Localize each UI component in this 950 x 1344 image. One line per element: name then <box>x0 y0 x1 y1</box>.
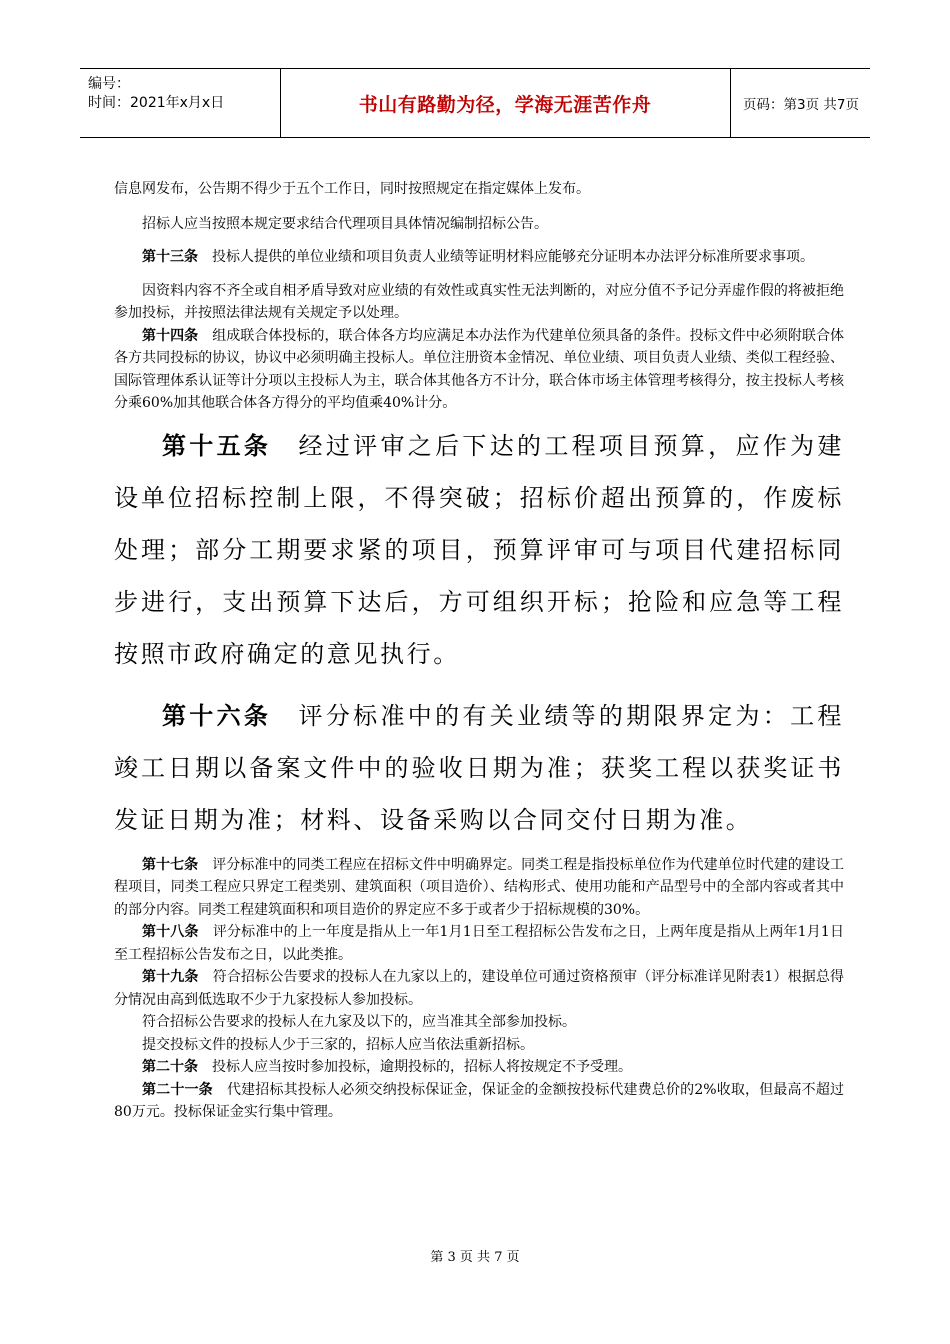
document-body <box>114 178 844 1124</box>
article-label: 第十七条 <box>142 856 199 873</box>
document-time-label: 时间：2021年x月x日 <box>88 95 225 111</box>
article-text: 符合招标公告要求的投标人在九家以上的，建设单位可通过资格预审（评分标准详见附表1）根据总得分情况由高到低选取不少于九家投标人参加投标。 <box>114 969 845 1008</box>
article-18 <box>114 921 844 966</box>
article-17 <box>114 854 844 922</box>
article-label: 第十三条 <box>142 249 198 265</box>
article-20 <box>114 1056 844 1079</box>
article-label: 第十五条 <box>162 431 272 460</box>
article-label: 第二十条 <box>142 1059 198 1075</box>
article-text: 经过评审之后下达的工程项目预算，应作为建设单位招标控制上限，不得突破；招标价超出预算的，作废标处理；部分工期要求紧的项目，预算评审可与项目代建招标同步进行，支出预算下达后，方可组织开标；抢险和应急等工程按照市政府确定的意见执行。 <box>114 431 844 668</box>
article-13 <box>114 246 844 269</box>
article-label: 第十四条 <box>142 327 199 344</box>
paragraph: 信息网发布，公告期不得少于五个工作日，同时按照规定在指定媒体上发布。 <box>114 181 590 197</box>
header-page-cell <box>731 69 870 137</box>
article-text: 代建招标其投标人必须交纳投标保证金，保证金的金额按投标代建费总价的2%收取，但最高不超过80万元。投标保证金实行集中管理。 <box>114 1081 845 1120</box>
article-label: 第十九条 <box>142 969 199 985</box>
article-15 <box>114 420 844 680</box>
article-14 <box>114 325 844 415</box>
article-text: 组成联合体投标的，联合体各方均应满足本办法作为代建单位须具备的条件。投标文件中必须附联合体各方共同投标的协议，协议中必须明确主投标人。单位注册资本金情况、单位业绩、项目负责人业绩、类似工程经验、国际管理体系认证等计分项以主投标人为主，联合体其他各方不计分，联合体市场主体管理考核得分，按主投标人考核分乘60%加其他联合体各方得分的平均值乘40%计分。 <box>114 327 845 411</box>
document-number-label: 编号： <box>88 76 130 92</box>
header-motto: 书山有路勤为径，学海无涯苦作舟 <box>358 93 652 116</box>
article-19 <box>114 966 844 1011</box>
header-meta-cell <box>80 69 281 137</box>
article-21 <box>114 1079 844 1124</box>
article-text: 评分标准中的上一年度是指从上一年1月1日至工程招标公告发布之日，上两年度是指从上两年1月1日至工程招标公告发布之日，以此类推。 <box>114 924 844 963</box>
article-text: 评分标准中的有关业绩等的期限界定为：工程竣工日期以备案文件中的验收日期为准；获奖工程以获奖证书发证日期为准；材料、设备采购以合同交付日期为准。 <box>114 701 844 834</box>
paragraph: 符合招标公告要求的投标人在九家及以下的，应当准其全部参加投标。 <box>142 1014 576 1030</box>
article-text: 投标人应当按时参加投标，逾期投标的，招标人将按规定不予受理。 <box>212 1059 632 1075</box>
paragraph: 提交投标文件的投标人少于三家的，招标人应当依法重新招标。 <box>142 1036 534 1053</box>
paragraph: 招标人应当按照本规定要求结合代理项目具体情况编制招标公告。 <box>142 215 548 232</box>
article-label: 第十八条 <box>142 924 199 940</box>
paragraph: 因资料内容不齐全或自相矛盾导致对应业绩的有效性或真实性无法判断的，对应分值不予记分弄虚作假的将被拒绝参加投标，并按照法律法规有关规定予以处理。 <box>114 282 844 321</box>
article-text: 投标人提供的单位业绩和项目负责人业绩等证明材料应能够充分证明本办法评分标准所要求事项。 <box>212 249 814 265</box>
header-page-number: 页码：第3页 共7页 <box>743 97 859 113</box>
header-motto-cell <box>280 69 731 137</box>
page-header <box>80 68 870 138</box>
article-label: 第二十一条 <box>142 1081 213 1098</box>
article-16 <box>114 690 844 846</box>
page-footer: 第 3 页 共 7 页 <box>430 1250 520 1265</box>
article-text: 评分标准中的同类工程应在招标文件中明确界定。同类工程是指投标单位作为代建单位时代建的建设工程项目，同类工程应只界定工程类别、建筑面积（项目造价）、结构形式、使用功能和产品型号中的全部内容或者其中的部分内容。同类工程建筑面积和项目造价的界定应不多于或者少于招标规模的30%。 <box>114 856 845 918</box>
article-label: 第十六条 <box>162 701 272 730</box>
